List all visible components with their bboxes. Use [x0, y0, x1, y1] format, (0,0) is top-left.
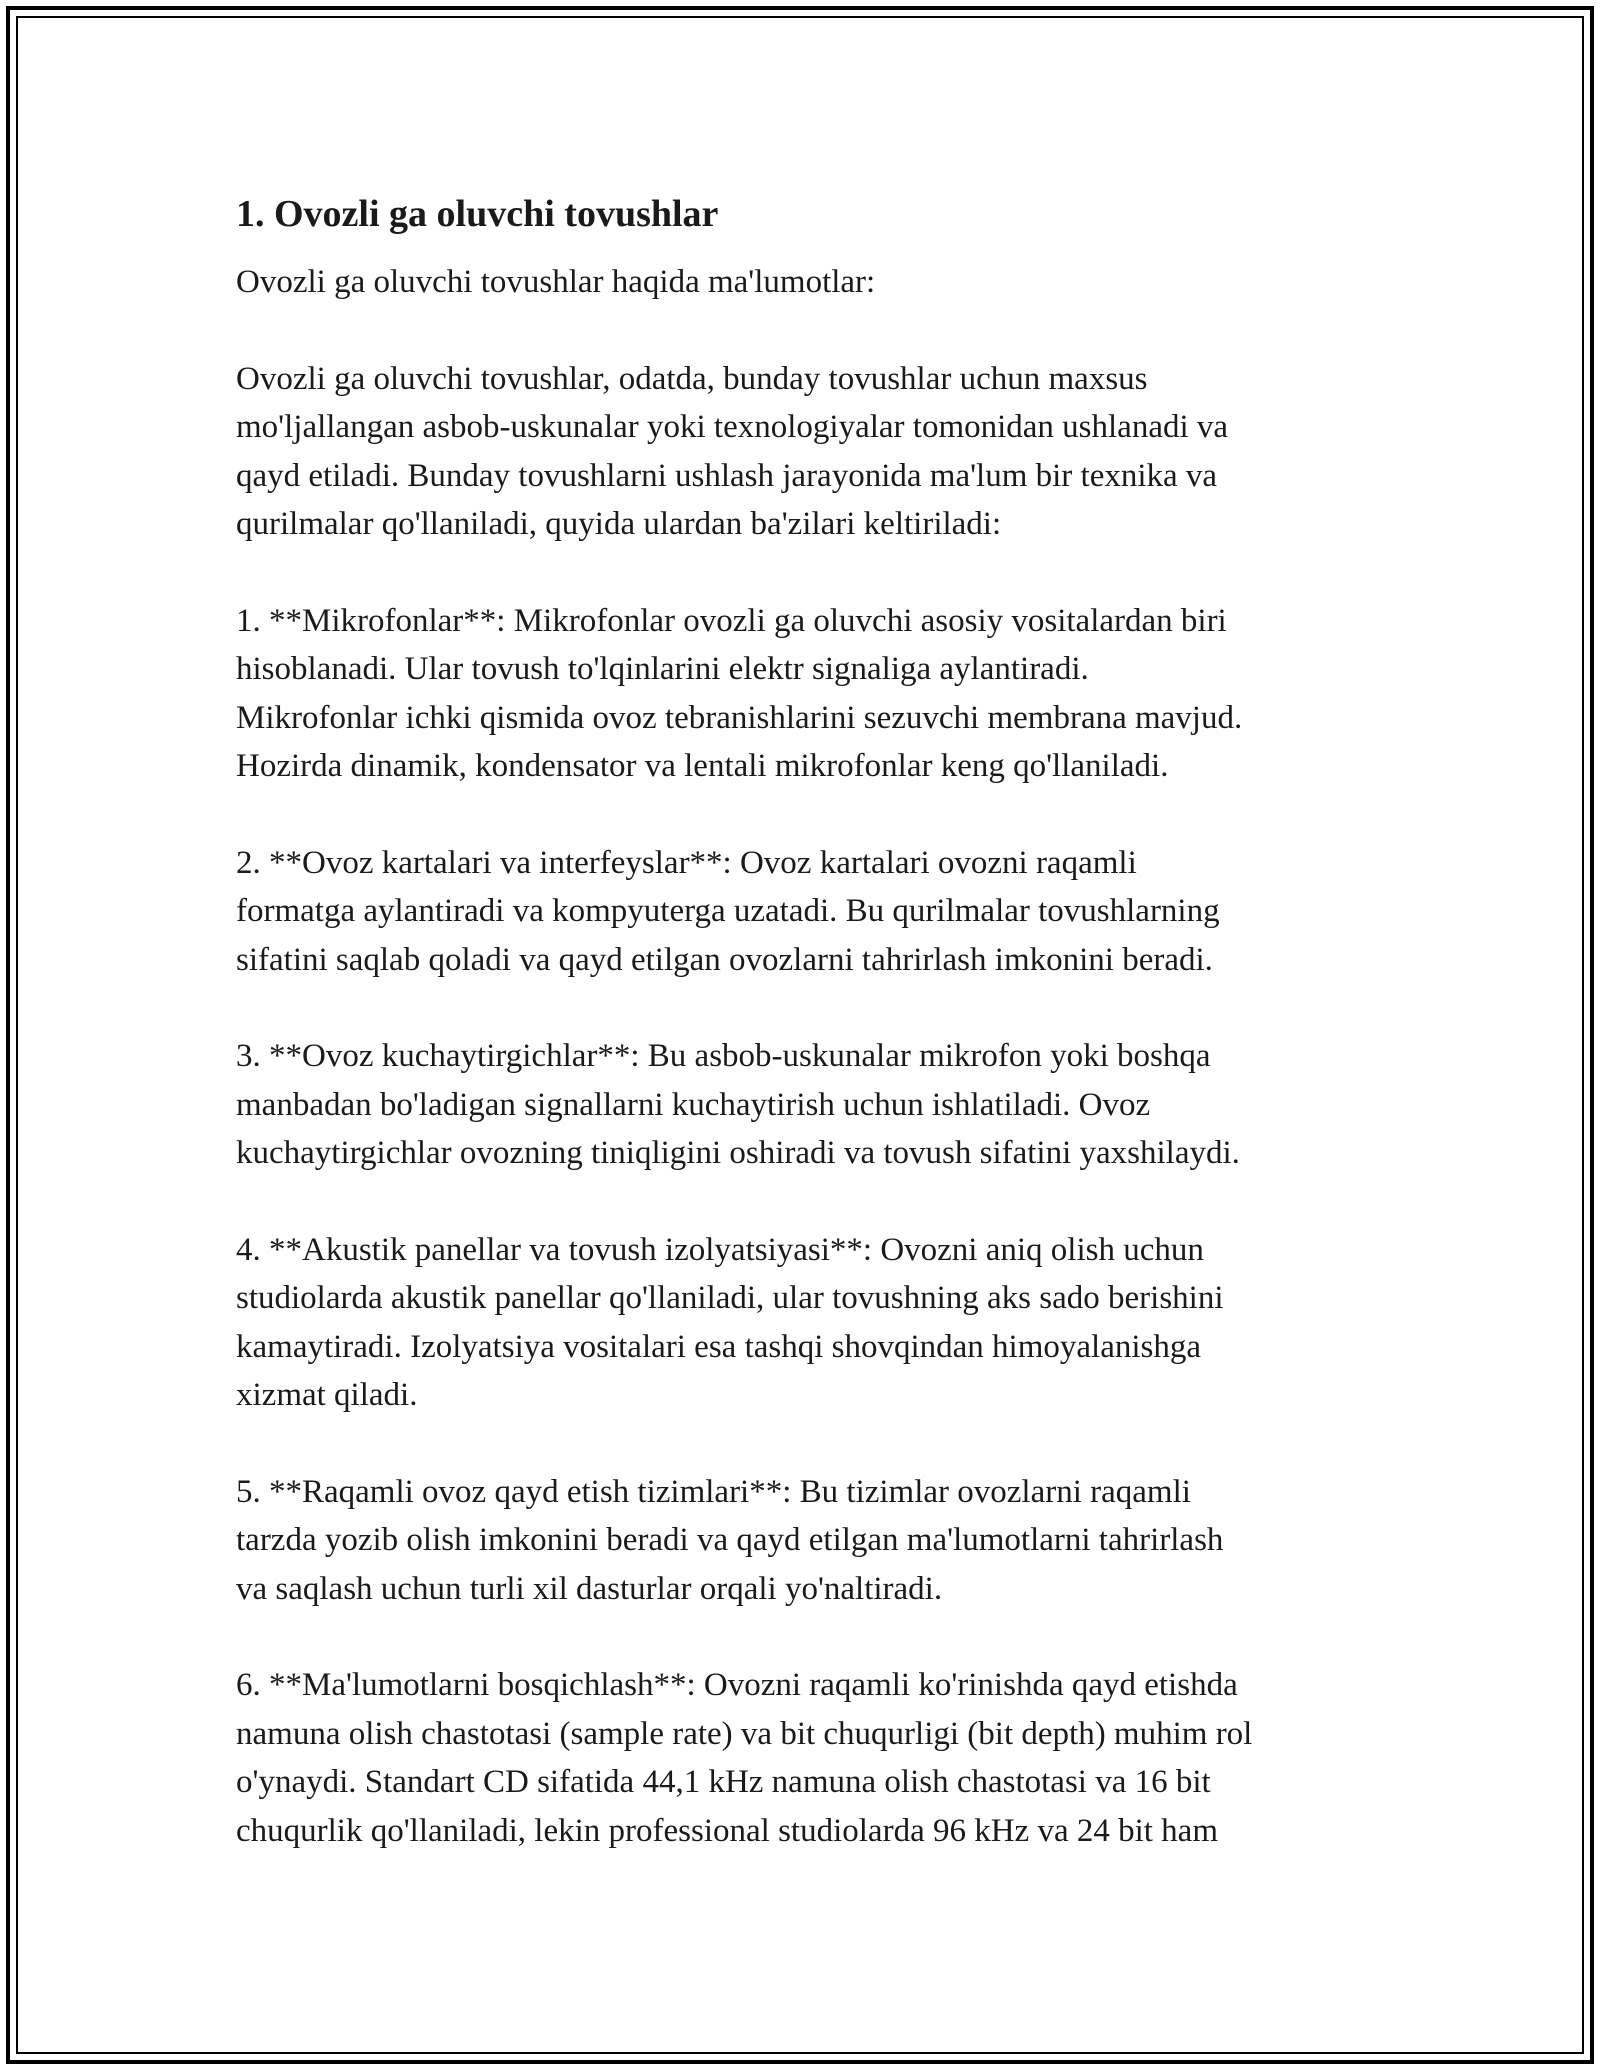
list-item-digital-recording: 5. **Raqamli ovoz qayd etish tizimlari**: Bu tizimlar ovozlarni raqamli tarzda yozib olish imkonini beradi va qayd etilgan ma'lumotlarni tahrirlash va saqlash uchun turli xil dasturlar orqali yo'naltiradi. — [236, 1473, 1224, 1607]
section-heading: 1. Ovozli ga oluvchi tovushlar — [236, 193, 719, 235]
list-item-data-staging: 6. **Ma'lumotlarni bosqichlash**: Ovozni raqamli ko'rinishda qayd etishda namuna olish chastotasi (sample rate) va bit chuqurligi (bit depth) muhim rol o'ynaydi. Standart CD sifatida 44,1 kHz namuna olish chastotasi va 16 bit chuqurlik qo'llaniladi, lekin professional studiolarda 96 kHz va 24 bit ham — [236, 1667, 1253, 1849]
list-item-acoustic-panels: 4. **Akustik panellar va tovush izolyatsiyasi**: Ovozni aniq olish uchun studiolarda akustik panellar qo'llaniladi, ular tovushning aks sado berishini kamaytiradi. Izolyatsiya vositalari esa tashqi shovqindan himoyalanishga xizmat qiladi. — [236, 1231, 1224, 1413]
list-item-microphones: 1. **Mikrofonlar**: Mikrofonlar ovozli ga oluvchi asosiy vositalardan biri hisoblanadi. Ular tovush to'lqinlarini elektr signaliga aylantiradi. Mikrofonlar ichki qismida ovoz tebranishlarini sezuvchi membrana mavjud. Hozirda dinamik, kondensator va lentali mikrofonlar keng qo'llaniladi. — [236, 602, 1243, 784]
list-item-sound-cards: 2. **Ovoz kartalari va interfeyslar**: Ovoz kartalari ovozni raqamli formatga aylantiradi va kompyuterga uzatadi. Bu qurilmalar tovushlarning sifatini saqlab qoladi va qayd etilgan ovozlarni tahrirlash imkonini beradi. — [236, 844, 1220, 978]
list-item-amplifiers: 3. **Ovoz kuchaytirgichlar**: Bu asbob-uskunalar mikrofon yoki boshqa manbadan bo'ladigan signallarni kuchaytirish uchun ishlatiladi. Ovoz kuchaytirgichlar ovozning tiniqligini oshiradi va tovush sifatini yaxshilaydi. — [236, 1038, 1240, 1171]
document-body — [236, 186, 1386, 1855]
intro-paragraph: Ovozli ga oluvchi tovushlar haqida ma'lumotlar: — [236, 264, 876, 300]
overview-paragraph: Ovozli ga oluvchi tovushlar, odatda, bunday tovushlar uchun maxsus mo'ljallangan asbob-uskunalar yoki texnologiyalar tomonidan ushlanadi va qayd etiladi. Bunday tovushlarni ushlash jarayonida ma'lum bir texnika va qurilmalar qo'llaniladi, quyida ulardan ba'zilari keltiriladi: — [236, 360, 1229, 542]
